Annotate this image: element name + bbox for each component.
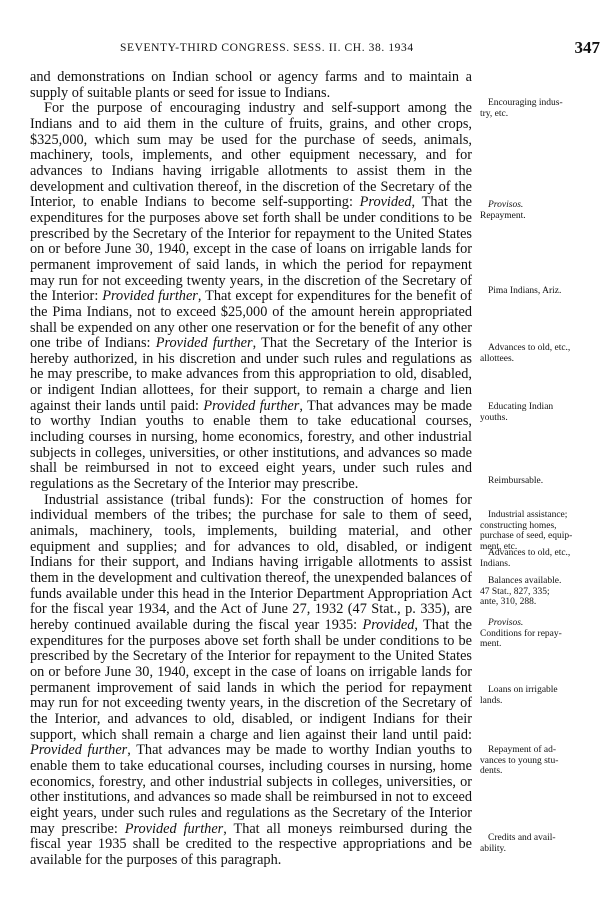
margin-note [480,343,602,364]
paragraph-text: and demonstrations on Indian school or agency farms and to maintain a supply of suitable plants or seed for issue to Indians. [30,69,472,101]
margin-note-line: Pima Indians, Ariz. [488,286,562,296]
margin-note [480,833,602,854]
margin-note [480,286,602,297]
margin-note-line: Provisos. [488,618,524,628]
margin-note-line: ment, etc. [480,541,518,552]
margin-note-line: 47 Stat., 827, 335; [480,586,550,597]
margin-note-line: Credits and avail- [488,833,556,843]
paragraph [30,70,472,101]
paragraph-text: , That except for expenditures for the benefit of the Pima Indians, not to exceed $25,000 of the amount herein appropriated shall be expended on any other one reservation or for the benefit of any other one tribe of Indians: [30,288,472,352]
margin-note-line: constructing homes, [480,520,557,531]
margin-note [480,98,602,119]
margin-note-line: Reimbursable. [488,476,544,486]
margin-note-line: ability. [480,843,507,854]
margin-note-line: Loans on irrigable [488,685,558,695]
margin-note-line: vances to young stu- [480,755,559,766]
running-title: SEVENTY-THIRD CONGRESS. SESS. II. CH. 38. 1934 [120,42,414,54]
margin-note-line: Conditions for repay- [480,628,562,639]
margin-note-line: purchase of seed, equip- [480,531,573,542]
margin-note [480,402,602,423]
margin-note-line: ment. [480,639,502,650]
margin-note [480,476,602,487]
margin-note [480,745,602,777]
paragraph [30,101,472,492]
margin-notes [480,0,604,904]
margin-note-line: Advances to old, etc., [488,343,571,353]
proviso-text: Provided further [30,742,128,759]
margin-note-line: try, etc. [480,108,509,119]
margin-note-line: lands. [480,695,503,706]
margin-note [480,618,602,650]
margin-note-line: Provisos. [488,200,524,210]
proviso-text: Provided further [102,288,198,305]
margin-note-line: Repayment. [480,210,526,221]
margin-note-line: Encouraging indus- [488,98,563,108]
paragraph-text: , That the expenditures for the purposes above set forth shall be under conditions to be prescribed by the Secretary of the Interior for repayment to the United States on or before June 30, 1940, except in the case of loans on irrigable lands for permanent improvement of said lands, in which the period for repayment may run for not exceeding twenty years, in the discretion of the Secretary of the Interior: [30,194,473,305]
proviso-text: Provided [362,616,415,633]
margin-note-line: Educating Indian [488,402,554,412]
proviso-text: Provided further [203,397,300,414]
proviso-text: Provided further [124,820,224,837]
paragraph-text: , That the expenditures for the purposes above set forth shall be under conditions to be prescribed by the Secretary of the Interior for repayment to the United States on or before June 30, 1940, except in the case of loans on irrigable lands for permanent improvement of said lands in which the period for repayment may run for not exceeding twenty years, in the discretion of the Secretary of the Interior, and advances to old, disabled, or indigent Indians for their support, which shall remain a charge and lien against their land until paid: [30,616,472,743]
margin-note [480,685,602,706]
margin-note-line: Industrial assistance; [488,510,568,520]
paragraph-text: , That advances may be made to worthy Indian youths to enable them to take educational courses, including courses in nursing, home economics, forestry, and other industrial subjects in colleges, universities, or other institutions, and advances so made shall be reimbursed in not to exceed eight years, under such rules and regulations as the Secretary of the Interior may prescribe: [30,742,472,837]
margin-note [480,548,602,569]
margin-note-line: Balances available. [488,576,562,586]
margin-note [480,200,602,221]
margin-note-line: youths. [480,412,508,423]
paragraph-text: , That the Secretary of the Interior is hereby authorized, in his discretion and under such rules and regulations as he may prescribe, to make advances from this appropriation to old, disabled, or indigent Indian allottees, for their support, to remain a charge and lien against their lands until paid: [30,335,472,414]
margin-note-line: Repayment of ad- [488,745,557,755]
margin-note-line: Indians. [480,558,511,569]
page-number: 347 [574,38,600,57]
margin-note-line: Advances to old, etc., [488,548,571,558]
paragraph-text: Industrial assistance (tribal funds): For the construction of homes for individual members of the tribes; the purchase for sale to them of seed, animals, machinery, tools, implements, building material, and other equipment and supplies; and for advances to old, disabled, or indigent Indians for their support, and Indians having irrigable allotments to assist them in the development and cultivation thereof, the unexpended balances of funds available under this head in the Interior Department Appropriation Act for the fiscal year 1934, and the Act of June 27, 1932 (47 Stat., p. 335), are hereby continued available during the fiscal year 1935: [30,491,472,633]
margin-note-line: ante, 310, 288. [480,597,537,608]
paragraph [30,493,472,869]
body-text [30,70,472,868]
paragraph-text: , That advances may be made to worthy Indian youths to enable them to take educational courses, including courses in nursing, home economics, forestry, and other industrial subjects in colleges, universities, or other institutions, and advances so made shall be reimbursed in not to exceed eight years, under such rules and regulations as the Secretary of the Interior may prescribe. [30,397,472,493]
margin-note-line: dents. [480,766,503,777]
margin-note [480,510,602,552]
paragraph-text: , That all moneys reimbursed during the fiscal year 1935 shall be credited to the respective appropriations and be available for the purposes of this paragraph. [30,820,472,868]
proviso-text: Provided [359,194,412,211]
paragraph-text: For the purpose of encouraging industry and self-support among the Indians and to aid them in the culture of fruits, grains, and other crops, $325,000, which sum may be used for the purchase of seeds, animals, machinery, tools, implements, and other equipment necessary, and for advances to Indians having irrigable allotments to assist them in the development and cultivation thereof, in the discretion of the Secretary of the Interior, to enable Indians to become self-supporting: [30,100,472,211]
proviso-text: Provided further [155,335,253,352]
margin-note [480,576,602,608]
margin-note-line: allottees. [480,353,515,364]
